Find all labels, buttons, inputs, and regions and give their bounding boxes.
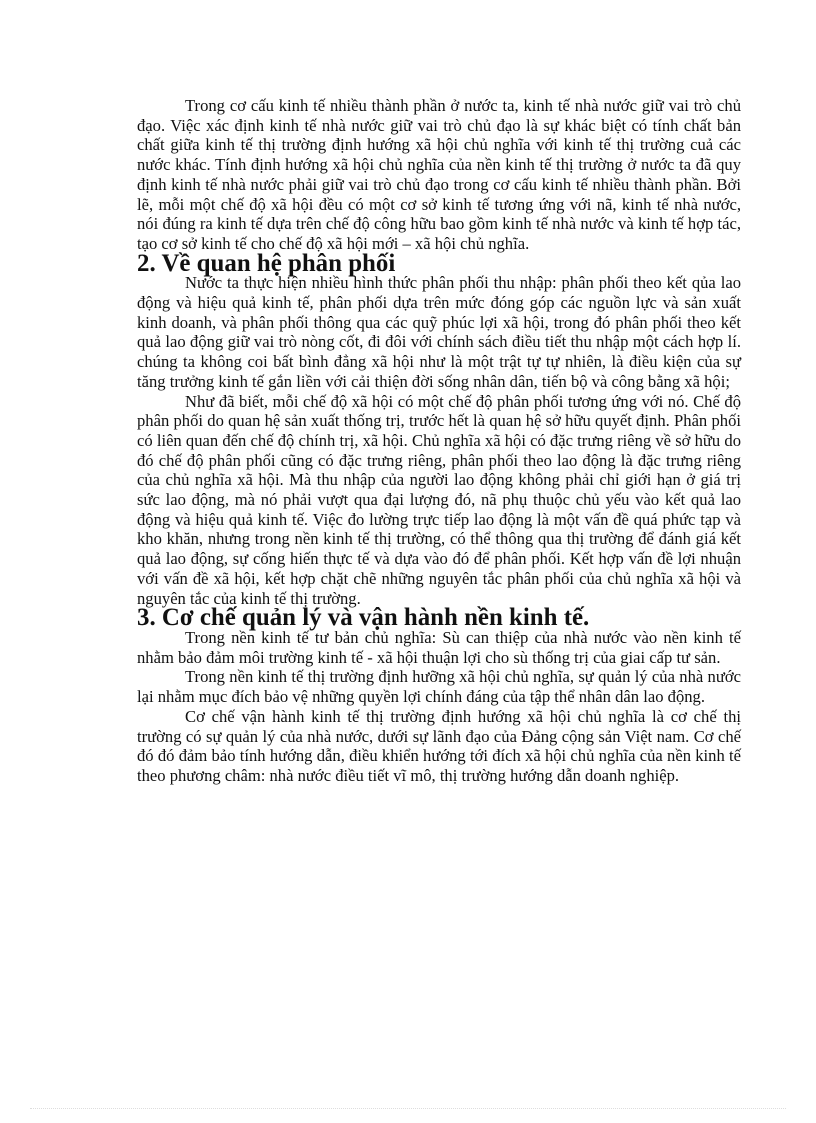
paragraph-economic-sector-role: Trong cơ cấu kinh tế nhiều thành phần ở nước ta, kinh tế nhà nước giữ vai trò chủ đạo. Việc xác định kinh tế nhà nước giữ vai trò chủ đạo là sự khác biệt có tính chất bản chất giữa kinh tế thị trường định hướng xã hội chủ nghĩa với kinh tế thị trường cuả các nước khác. Tính định hướng xã hội chủ nghĩa của nền kinh tế thị trường ở nước ta đã quy định kinh tế nhà nước phải giữ vai trò chủ đạo trong cơ cấu kinh tế nhiều thành phần. Bởi lẽ, mỗi một chế độ xã hội đều có một cơ sở kinh tế tương ứng với nã, kinh tế nhà nước, nói đúng ra kinh tế dựa trên chế độ công hữu bao gồm kinh tế nhà nước và kinh tế hợp tác, tạo cơ sở kinh tế cho chế độ xã hội mới – xã hội chủ nghĩa. — [137, 96, 741, 253]
section-heading-distribution: 2. Về quan hệ phân phối — [137, 249, 396, 277]
paragraph-distribution-regime: Như đã biết, mỗi chế độ xã hội có một chế độ phân phối tương ứng với nó. Chế độ phân phối do quan hệ sản xuất thống trị, trước hết là quan hệ sở hữu quyết định. Phân phối có liên quan đến chế độ chính trị, xã hội. Chủ nghĩa xã hội có đặc trưng riêng về sở hữu do đó chế độ phân phối cũng có đặc trưng riêng, phân phối theo lao động là đặc trưng riêng của chủ nghĩa xã hội. Mà thu nhập của người lao động không phải chỉ giới hạn ở giá trị sức lao động, mà nó phải vượt qua đại lượng đó, nã phụ thuộc chủ yếu vào kết quả lao động và hiệu quả kinh tế. Việc đo lường trực tiếp lao động là một vấn đề quá phức tạp và kho khăn, nhưng trong nền kinh tế thị trường, có thể thông qua thị trường để đánh giá kết quả lao động, sự cống hiến thực tế và dựa vào đó để phân phối. Kết hợp vấn đề lợi nhuận với vấn đề xã hội, kết hợp chặt chẽ những nguyên tắc phân phối của chủ nghĩa xã hội và nguyên tắc của kinh tế thị trường. — [137, 391, 741, 608]
paragraph-income-distribution: Nước ta thực hiện nhiều hình thức phân phối thu nhập: phân phối theo kết qủa lao động và hiệu quả kinh tế, phân phối dựa trên mức đóng góp các nguồn lực và sản xuất kinh doanh, và phân phối thông qua các quỹ phúc lợi xã hội, trong đó phân phối theo kết quả lao động giữ vai trò nòng cốt, đi đôi với chính sách điều tiết thu nhập một cách hợp lí. chúng ta không coi bất bình đẳng xã hội như là một trật tự tự nhiên, là điều kiện của sự tăng trưởng kinh tế gắn liền với cải thiện đời sống nhân dân, tiến bộ và công bằng xã hội; — [137, 273, 741, 391]
paragraph-operating-mechanism: Cơ chế vận hành kinh tế thị trường định hướng xã hội chủ nghĩa là cơ chế thị trường có sự quản lý của nhà nước, dưới sự lãnh đạo của Đảng cộng sản Việt nam. Cơ chế đó đó đảm bảo tính hướng dẫn, điều khiển hướng tới đích xã hội chủ nghĩa của nền kinh tế theo phương châm: nhà nước điều tiết vĩ mô, thị trường hướng dẫn doanh nghiệp. — [137, 706, 741, 785]
document-page — [137, 96, 741, 786]
paragraph-capitalist-intervention: Trong nền kinh tế tư bản chủ nghĩa: Sù can thiệp của nhà nước vào nền kinh tế nhằm bảo đảm môi trường kinh tế - xã hội thuận lợi cho sù thống trị của giai cấp tư sản. — [137, 627, 741, 667]
section-heading-management-mechanism: 3. Cơ chế quản lý và vận hành nền kinh tế. — [137, 604, 590, 632]
paragraph-socialist-management: Trong nền kinh tế thị trường định hưỡng xã hội chủ nghĩa, sự quản lý của nhà nước lại nhằm mục đích bảo vệ những quyền lợi chính đáng của tập thể nhân dân lao động. — [137, 667, 741, 707]
page-bottom-divider — [30, 1108, 786, 1109]
